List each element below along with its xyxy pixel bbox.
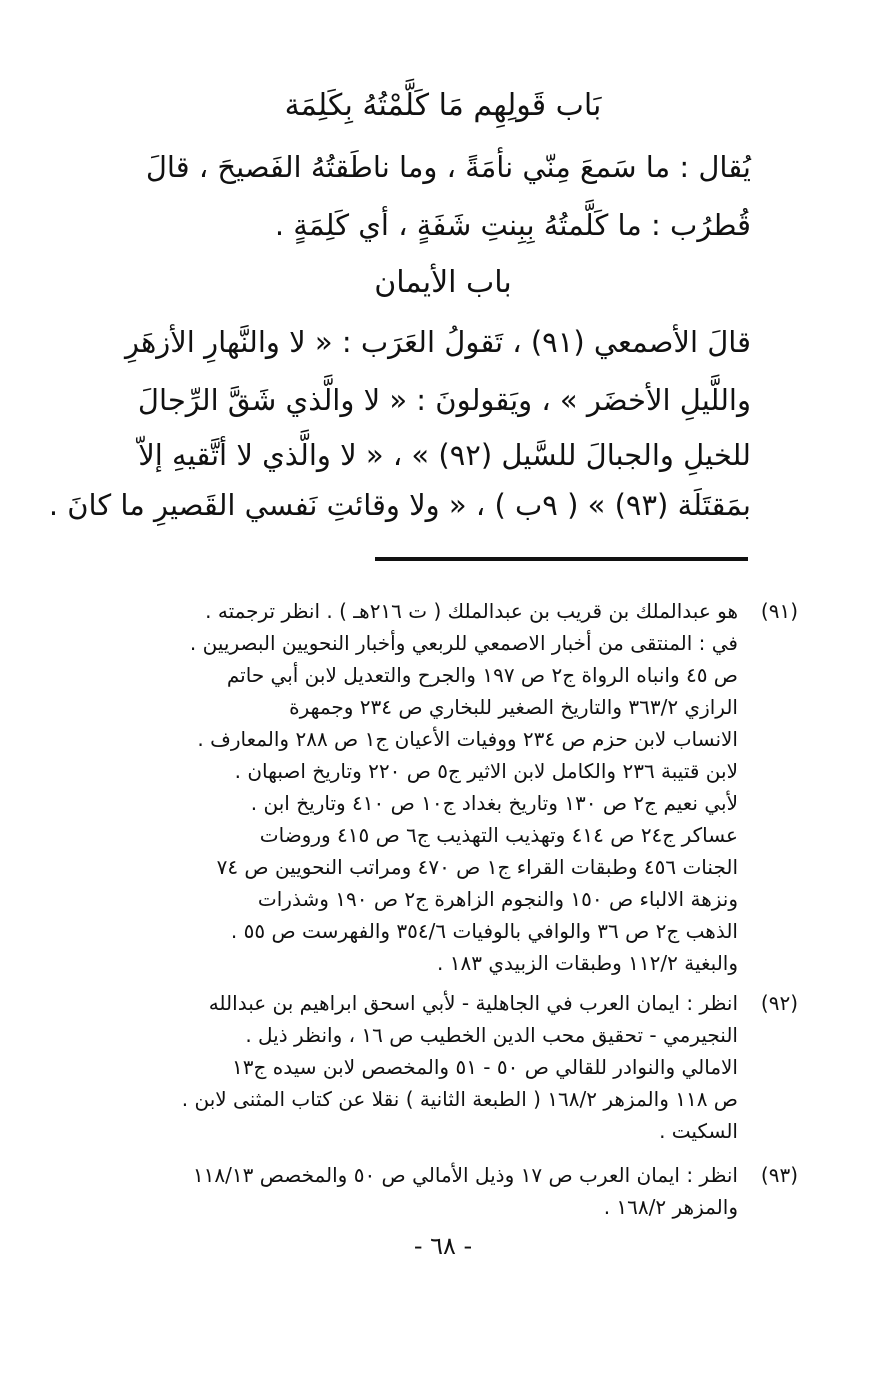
footnote-text: النجيرمي - تحقيق محب الدين الخطيب ص ١٦ ، وانظر ذيل . [245,1023,738,1047]
footnote-line [98,851,798,883]
footnote-line [98,1019,798,1051]
footnote-line [98,915,798,947]
body-line-6: بمَقتَلَة (٩٣) » ( ٩ب ) ، « ولا وقائتِ نَفسي القَصيرِ ما كانَ . [48,488,751,522]
footnote-line [98,755,798,787]
footnote-91 [98,595,798,979]
footnote-text: الانساب لابن حزم ص ٢٣٤ ووفيات الأعيان ج١ ص ٢٨٨ والمعارف . [197,727,738,751]
footnote-line [98,1191,798,1223]
footnote-line [98,723,798,755]
body-line-3: قالَ الأصمعي (٩١) ، تَقولُ العَرَب : « لا والنَّهارِ الأزهَرِ [124,325,751,359]
footnote-text: لابن قتيبة ٢٣٦ والكامل لابن الاثير ج٥ ص ٢٢٠ وتاريخ اصبهان . [234,759,738,783]
footnote-text: الجنات ٤٥٦ وطبقات القراء ج١ ص ٤٧٠ ومراتب النحويين ص ٧٤ [216,855,738,879]
footnote-line [98,691,798,723]
footnote-text: ص ١١٨ والمزهر ١٦٨/٢ ( الطبعة الثانية ) نقلا عن كتاب المثنى لابن . [181,1087,738,1111]
footnote-text: انظر : ايمان العرب في الجاهلية - لأبي اسحق ابراهيم بن عبدالله [208,991,738,1015]
section-title-2: باب الأيمان [374,265,512,300]
footnote-line [98,659,798,691]
footnote-text: السكيت . [659,1119,738,1143]
footnote-text: لأبي نعيم ج٢ ص ١٣٠ وتاريخ بغداد ج١٠ ص ٤١٠ وتاريخ ابن . [250,791,738,815]
footnote-line [98,595,798,627]
footnote-line [98,1159,798,1191]
footnote-text: الذهب ج٢ ص ٣٦ والوافي بالوفيات ٣٥٤/٦ والفهرست ص ٥٥ . [230,919,738,943]
footnote-number: (٩٣) [760,1163,798,1187]
footnote-number: (٩١) [760,599,798,623]
body-line-1: يُقال : ما سَمعَ مِنّي نأمَةً ، وما ناطَقتُهُ الفَصيحَ ، قالَ [145,150,751,184]
footnote-line [98,883,798,915]
footnote-text: انظر : ايمان العرب ص ١٧ وذيل الأمالي ص ٥٠ والمخصص ١١٨/١٣ [192,1163,738,1187]
footnote-text: في : المنتقى من أخبار الاصمعي للربعي وأخبار النحويين البصريين . [189,631,738,655]
footnote-divider [375,557,748,561]
footnote-line [98,1083,798,1115]
footnote-text: ص ٤٥ وانباه الرواة ج٢ ص ١٩٧ والجرح والتعديل لابن أبي حاتم [226,663,738,687]
footnote-line [98,947,798,979]
footnote-number: (٩٢) [760,991,798,1015]
footnote-line [98,627,798,659]
body-line-5: للخيلِ والجبالَ للسَّيل (٩٢) » ، « لا والَّذي لا أتَّقيهِ إلاّ [138,438,751,472]
body-line-2: قُطرُب : ما كَلَّمتُهُ بِبِنتِ شَفَةٍ ، أي كَلِمَةٍ . [274,208,751,242]
footnote-92 [98,987,798,1147]
footnote-text: والبغية ١١٢/٢ وطبقات الزبيدي ١٨٣ . [437,951,738,975]
section-title-1: بَاب قَولِهِم مَا كَلَّمْتُهُ بِكَلِمَة [284,88,602,123]
footnote-line [98,987,798,1019]
footnote-line [98,1051,798,1083]
page-number: - ٦٨ - [413,1232,473,1260]
footnote-text: هو عبدالملك بن قريب بن عبدالملك ( ت ٢١٦هـ ) . انظر ترجمته . [205,599,738,623]
footnote-text: والمزهر ١٦٨/٢ . [603,1195,738,1219]
footnote-text: الامالي والنوادر للقالي ص ٥٠ - ٥١ والمخصص لابن سيده ج١٣ [232,1055,738,1079]
footnote-93 [98,1159,798,1223]
footnote-line [98,819,798,851]
footnote-text: الرازي ٣٦٣/٢ والتاريخ الصغير للبخاري ص ٢٣٤ وجمهرة [289,695,738,719]
footnote-text: ونزهة الالباء ص ١٥٠ والنجوم الزاهرة ج٢ ص ١٩٠ وشذرات [257,887,738,911]
footnote-line [98,1115,798,1147]
body-line-4: واللَّيلِ الأخضَر » ، ويَقولونَ : « لا والَّذي شَقَّ الرِّجالَ [137,383,751,417]
footnote-line [98,787,798,819]
footnote-text: عساكر ج٢٤ ص ٤١٤ وتهذيب التهذيب ج٦ ص ٤١٥ وروضات [259,823,738,847]
